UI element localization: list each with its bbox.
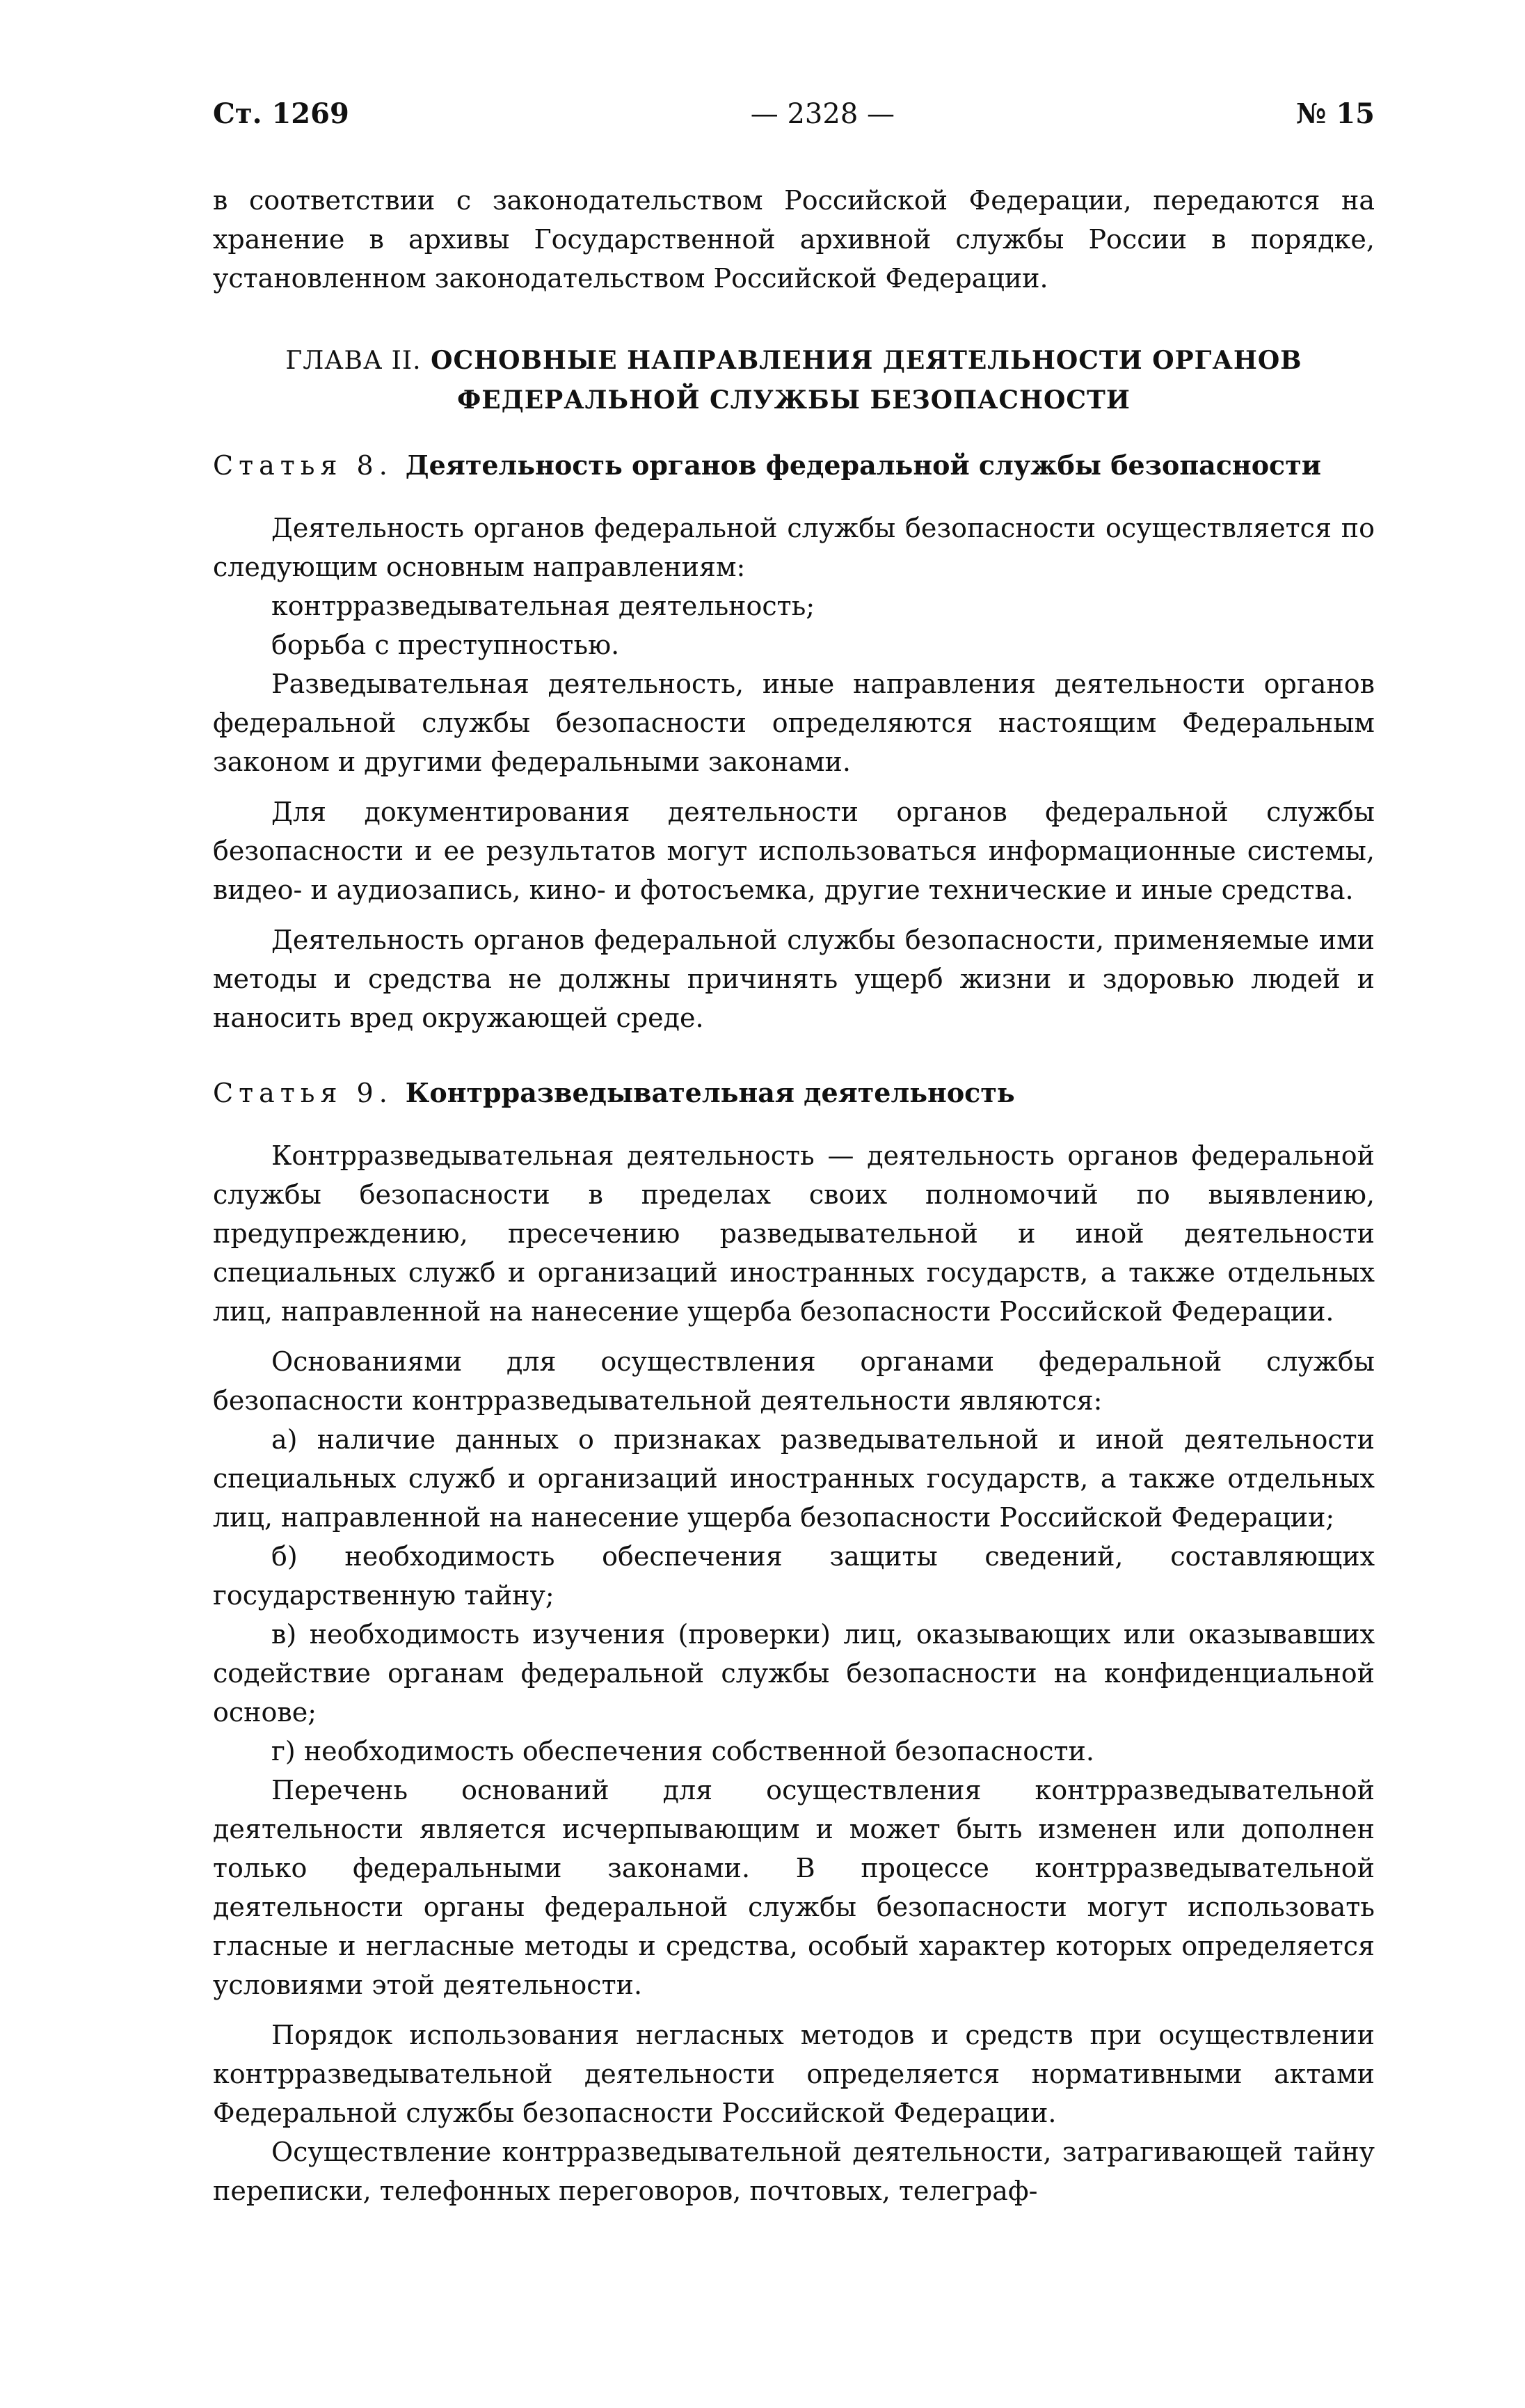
article-9-list-item: в) необходимость изучения (проверки) лиц, оказывающих или оказывавших содействие органам федеральной службы безопасности на конфиденциальной основе; <box>213 1619 1375 1728</box>
article-number: Ст. 1269 <box>213 97 349 130</box>
article-8-heading <box>213 447 1375 484</box>
article-9-paragraph: Порядок использования негласных методов и средств при осуществлении контрразведывательной деятельности определяется нормативными актами Федеральной службы безопасности Российской Федерации. <box>213 2020 1375 2128</box>
page-header <box>213 97 1375 139</box>
article-9-title: Контрразведывательная деятельность <box>405 1077 1015 1108</box>
article-8-list-item: борьба с преступностью. <box>271 630 620 660</box>
article-9-list-item: г) необходимость обеспечения собственной безопасности. <box>271 1736 1094 1767</box>
article-9-paragraph: Осуществление контрразведывательной деятельности, затрагивающей тайну переписки, телефонных переговоров, почтовых, телеграф- <box>213 2137 1375 2206</box>
article-9-label: Статья 9. <box>213 1078 393 1108</box>
document-page <box>213 97 1375 2324</box>
article-8-label: Статья 8. <box>213 450 393 481</box>
article-9-paragraph: Перечень оснований для осуществления контрразведывательной деятельности является исчерпывающим и может быть изменен или дополнен только федеральными законами. В процессе контрразведывательной деятельности органы федеральной службы безопасности могут использовать гласные и негласные методы и средства, особый характер которых определяется условиями этой деятельности. <box>213 1775 1375 2000</box>
article-8-paragraph: Деятельность органов федеральной службы безопасности, применяемые ими методы и средства не должны причинять ущерб жизни и здоровью людей и наносить вред окружающей среде. <box>213 925 1375 1033</box>
chapter-label: ГЛАВА II. <box>285 346 422 375</box>
chapter-heading <box>213 341 1375 420</box>
article-9-heading <box>213 1075 1375 1111</box>
article-8-paragraph: Разведывательная деятельность, иные направления деятельности органов федеральной службы безопасности определяются настоящим Федеральным законом и другими федеральными законами. <box>213 669 1375 777</box>
article-8-paragraph: Деятельность органов федеральной службы безопасности осуществляется по следующим основным направлениям: <box>213 513 1375 582</box>
article-9-list-item: б) необходимость обеспечения защиты сведений, составляющих государственную тайну; <box>213 1541 1375 1611</box>
page-number: — 2328 — <box>750 98 895 130</box>
intro-paragraph: в соответствии с законодательством Российской Федерации, передаются на хранение в архивы Государственной архивной службы России в порядке, установленном законодательством Российской Федерации. <box>213 185 1375 294</box>
article-9-list-item: а) наличие данных о признаках разведывательной и иной деятельности специальных служб и организаций иностранных государств, а также отдельных лиц, направленной на нанесение ущерба безопасности Российской Федерации; <box>213 1424 1375 1533</box>
issue-number: № 15 <box>1295 97 1375 130</box>
chapter-title-line2: ФЕДЕРАЛЬНОЙ СЛУЖБЫ БЕЗОПАСНОСТИ <box>457 385 1131 415</box>
article-8-title: Деятельность органов федеральной службы безопасности <box>405 449 1321 481</box>
article-8-list-item: контрразведывательная деятельность; <box>271 591 815 621</box>
article-8-paragraph: Для документирования деятельности органов федеральной службы безопасности и ее результатов могут использоваться информационные системы, видео- и аудиозапись, кино- и фотосъемка, другие технические и иные средства. <box>213 797 1375 905</box>
article-9-paragraph: Основаниями для осуществления органами федеральной службы безопасности контрразведывательной деятельности являются: <box>213 1346 1375 1416</box>
article-9-paragraph: Контрразведывательная деятельность — деятельность органов федеральной службы безопасности в пределах своих полномочий по выявлению, предупреждению, пресечению разведывательной и иной деятельности специальных служб и организаций иностранных государств, а также отдельных лиц, направленной на нанесение ущерба безопасности Российской Федерации. <box>213 1140 1375 1327</box>
chapter-title-line1: ОСНОВНЫЕ НАПРАВЛЕНИЯ ДЕЯТЕЛЬНОСТИ ОРГАНОВ <box>431 346 1302 375</box>
